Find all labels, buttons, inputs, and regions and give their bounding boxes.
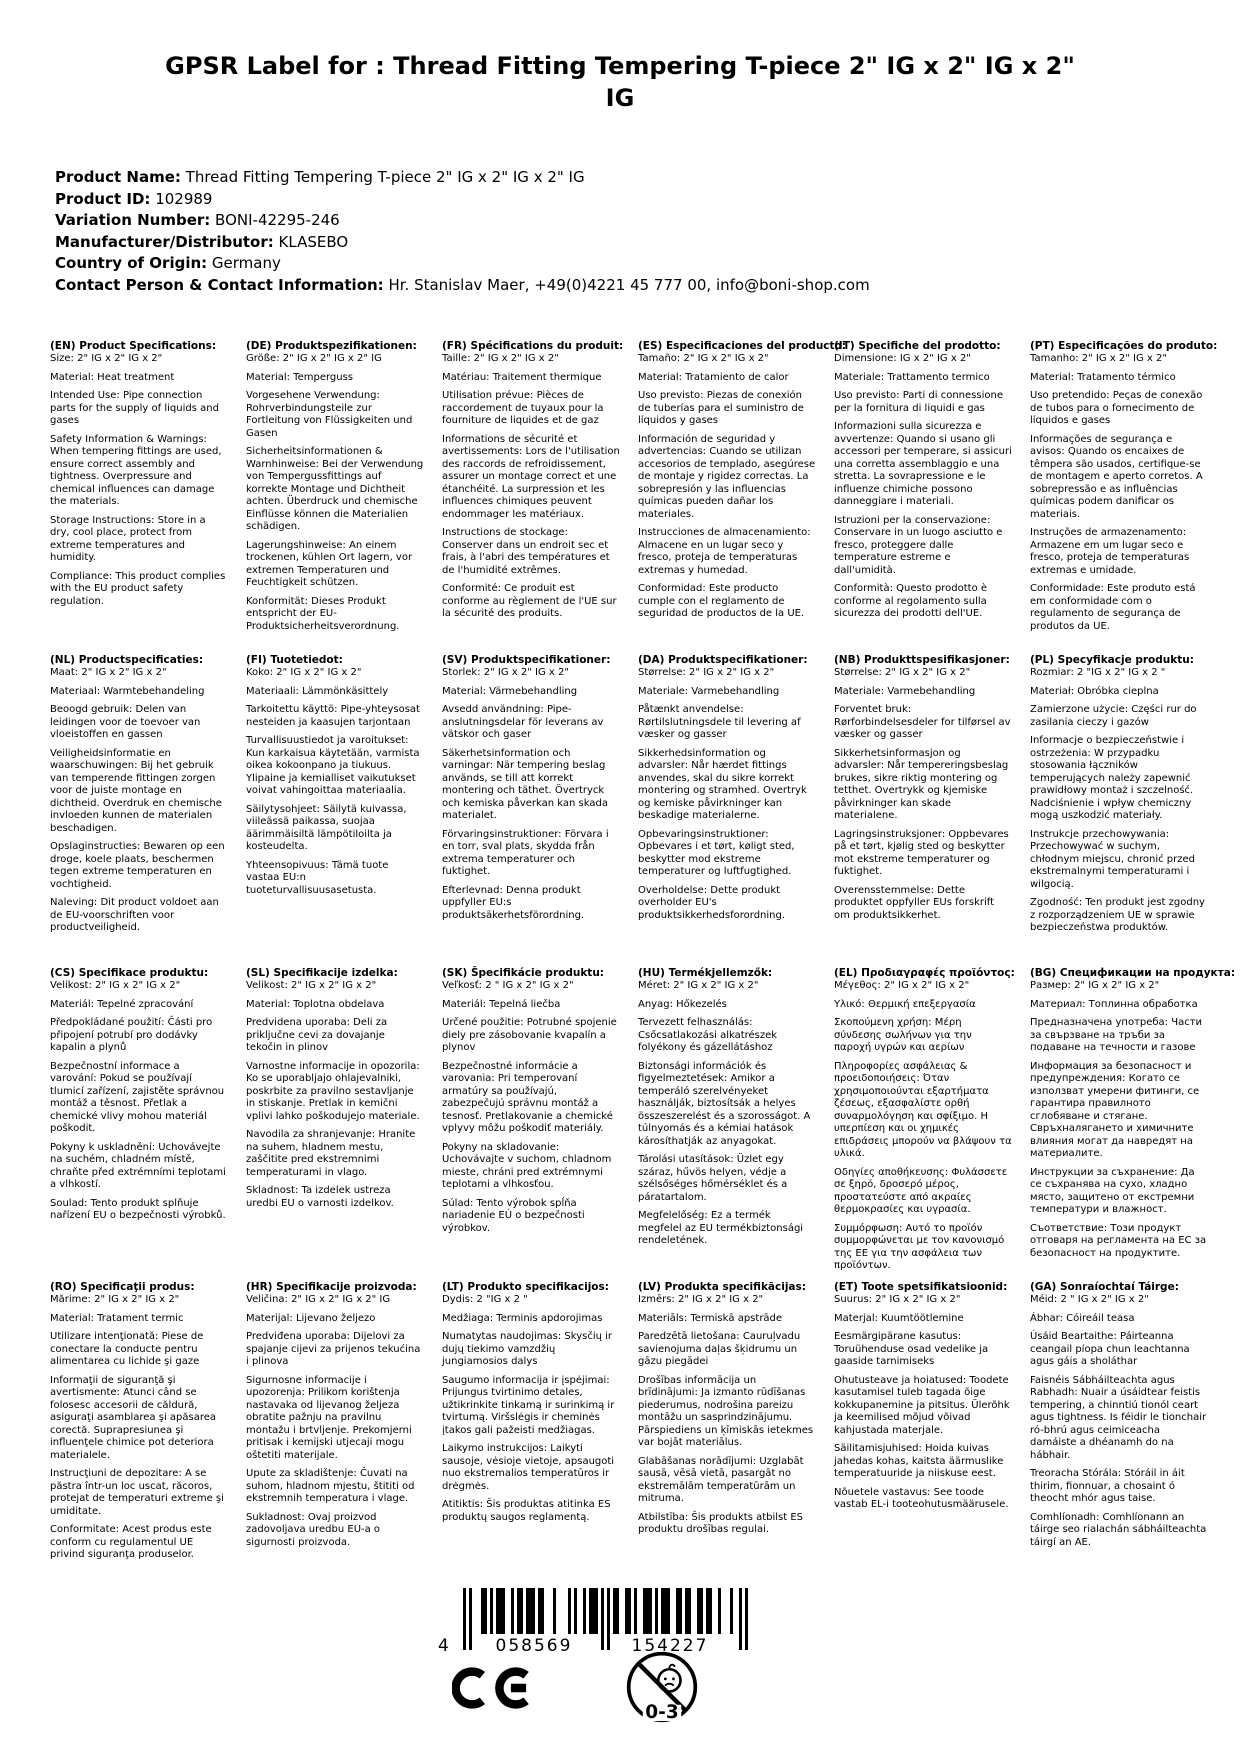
spec-paragraph: Méret: 2" IG x 2" IG x 2": [638, 980, 759, 992]
spec-paragraph: Beoogd gebruik: Delen van leidingen voor de toevoer van vloeistoffen en gassen: [50, 704, 201, 741]
spec-paragraph: Materijal: Lijevano željezo: [246, 1312, 376, 1324]
spec-paragraph: Skladnost: Ta izdelek ustreza uredbi EU o varnosti izdelkov.: [246, 1185, 394, 1209]
spec-paragraph: Conformità: Questo prodotto è conforme al regolamento sulla sicurezza dei prodotti dell'UE.: [834, 583, 988, 620]
spec-paragraph: Πληροφορίες ασφάλειας & προειδοποιήσεις: Όταν χρησιμοποιούνται εξαρτήματα ζέσεως, εξασφαλίστε ορθή συναρμολόγηση και σφίξιμο. Η υπερπίεση και οι χημικές επιδράσεις μπορούν να βλάψουν τα υλικά.: [834, 1060, 1012, 1160]
spec-paragraph: Laikymo instrukcijos: Laikyti sausoje, vėsioje vietoje, apsaugoti nuo ekstremalios temperatūros ir drėgmės.: [442, 1443, 615, 1492]
language-block-et: [834, 1281, 1030, 1568]
spec-paragraph: Ohutusteave ja hoiatused: Toodete kasutamisel tuleb tagada õige kokkupanemine ja pitsitus. Ülerõhk ja keemilised mõjud võivad kahjustada materjale.: [834, 1374, 1010, 1436]
spec-paragraph: Tárolási utasítások: Üzlet egy száraz, hűvös helyen, védje a szélsőséges hőmérséklet és a páratartalom.: [638, 1154, 788, 1203]
language-heading: (ES) Especificaciones del producto:: [638, 340, 846, 352]
spec-paragraph: Súlad: Tento výrobok spĺňa nariadenie EÚ o bezpečnosti výrobkov.: [442, 1197, 585, 1234]
language-heading: (NB) Produkttspesifikasjoner:: [834, 654, 1010, 666]
language-block-en: [50, 340, 246, 654]
product-info-row: [55, 253, 1155, 275]
language-heading: (FI) Tuotetiedot:: [246, 654, 343, 666]
spec-paragraph: Bezpečnostné informácie a varovania: Pri temperovaní armatúry sa používajú, zabezpečujú správnu montáž a tesnosť. Pretlakovanie a chemické vplyvy môžu poškodiť materiály.: [442, 1060, 613, 1135]
product-info-row: [55, 232, 1155, 254]
spec-paragraph: Tamaño: 2" IG x 2" IG x 2": [638, 353, 769, 365]
page-title: GPSR Label for : Thread Fitting Tempering T-piece 2" IG x 2" IG x 2" IG: [165, 52, 1075, 113]
language-heading: (LT) Produkto specifikacijos:: [442, 1281, 609, 1293]
spec-paragraph: Materiaali: Lämmönkäsittely: [246, 685, 389, 697]
spec-paragraph: Eesmärgipärane kasutus: Toruühenduse osad vedelike ja gaaside tarnimiseks: [834, 1331, 989, 1368]
language-block-pt: [1030, 340, 1226, 654]
spec-paragraph: Utilisation prévue: Pièces de raccordement de tuyaux pour la fourniture de liquides et de gaz: [442, 390, 604, 427]
spec-paragraph: Materiał: Obróbka cieplna: [1030, 685, 1159, 697]
spec-paragraph: Säilytysohjeet: Säilytä kuivassa, viileässä paikassa, suojaa äärimmäisiltä lämpötiloilta ja kosteudelta.: [246, 803, 407, 853]
spec-paragraph: Pokyny na skladovanie: Uchovávajte v suchom, chladnom mieste, chráni pred extrémnymi teplotami a vlhkosťou.: [442, 1141, 612, 1191]
age-warning-icon: [625, 1650, 699, 1724]
language-block-sv: [442, 654, 638, 967]
spec-paragraph: Информация за безопасност и предупреждения: Когато се използват умерени фитинги, се гарантира правилното сглобяване и стягане. Свръхналягането и химичните влияния могат да навредят на материалите.: [1030, 1060, 1200, 1160]
spec-paragraph: Turvallisuustiedot ja varoitukset: Kun karkaisua käytetään, varmista oikea kokoonpano ja tiukuus. Ylipaine ja kemialliset vaikutukset voivat vahingoittaa materiaalia.: [246, 735, 420, 797]
language-block-es: [638, 340, 846, 654]
field-value: Thread Fitting Tempering T-piece 2" IG x 2" IG x 2" IG: [185, 168, 585, 186]
spec-paragraph: Sicherheitsinformationen & Warnhinweise: Bei der Verwendung von Tempergussfittings auf korrekte Montage und Dichtheit achten. Überdruck und chemische Einflüsse können die Materialien schädigen.: [246, 446, 424, 533]
spec-paragraph: Conformidade: Este produto está em conformidade com o regulamento de segurança de produtos da UE.: [1030, 583, 1196, 632]
spec-paragraph: Συμμόρφωση: Αυτό το προϊόν συμμορφώνεται με τον κανονισμό της ΕΕ για την ασφάλεια των προϊόντων.: [834, 1222, 1005, 1272]
spec-paragraph: Material: Heat treatment: [50, 371, 175, 383]
spec-paragraph: Instruções de armazenamento: Armazene em um lugar seco e fresco, proteja de temperaturas extremas e umidade.: [1030, 527, 1190, 576]
spec-paragraph: Materiál: Tepelné zpracování: [50, 998, 194, 1010]
spec-paragraph: Maat: 2" IG x 2" IG x 2": [50, 667, 167, 679]
language-block-sk: [442, 967, 638, 1281]
language-block-fi: [246, 654, 442, 967]
language-heading: (FR) Spécifications du produit:: [442, 340, 624, 352]
spec-paragraph: Conformité: Ce produit est conforme au règlement de l'UE sur la sécurité des produits.: [442, 583, 617, 620]
spec-paragraph: Instrukcje przechowywania: Przechowywać w suchym, chłodnym miejscu, chronić przed ekstremalnymi temperaturami i wilgocią.: [1030, 828, 1196, 890]
language-heading: (RO) Specificaţii produs:: [50, 1281, 195, 1293]
language-block-hr: [246, 1281, 442, 1568]
field-value: 102989: [155, 189, 213, 208]
spec-paragraph: Avsedd användning: Pipe-anslutningsdelar för leverans av vätskor och gaser: [442, 704, 604, 741]
spec-paragraph: Съответствие: Този продукт отговаря на регламента на ЕС за безопасност на продуктите.: [1030, 1222, 1207, 1259]
spec-paragraph: Οδηγίες αποθήκευσης: Φυλάσσετε σε ξηρό, δροσερό μέρος, προστατεύστε από ακραίες θερμοκρασίες και υγρασία.: [834, 1166, 1008, 1216]
spec-paragraph: Materiale: Varmebehandling: [638, 685, 780, 697]
spec-paragraph: Material: Tratamiento de calor: [638, 371, 789, 383]
language-block-de: [246, 340, 442, 654]
spec-paragraph: Materiál: Tepelná liečba: [442, 998, 561, 1010]
spec-paragraph: Drošības informācija un brīdinājumi: Ja izmanto rūdīšanas piederumus, nodrošina pareizu montāžu un sasprindzinājumu. Pārspiediens un ķīmiskās ietekmes var bojāt materiālus.: [638, 1374, 814, 1449]
age-warning-label: 0-3: [645, 1702, 679, 1724]
spec-paragraph: Intended Use: Pipe connection parts for the supply of liquids and gases: [50, 390, 219, 427]
field-value: BONI-42295-246: [215, 211, 340, 229]
spec-paragraph: Izmērs: 2" IG x 2" IG x 2": [638, 1294, 764, 1306]
spec-paragraph: Tamanho: 2" IG x 2" IG x 2": [1030, 353, 1167, 365]
spec-paragraph: Matériau: Traitement thermique: [442, 371, 602, 383]
spec-paragraph: Dydis: 2 "IG x 2 ": [442, 1294, 528, 1306]
spec-paragraph: Anyag: Hőkezelés: [638, 998, 727, 1010]
spec-paragraph: Säkerhetsinformation och varningar: När tempering beslag används, se till att korrekt montering och täthet. Övertryck och kemiska påverkan kan skada materialet.: [442, 747, 608, 822]
spec-paragraph: Numatytas naudojimas: Skysčių ir dujų tiekimo vamzdžių jungiamosios dalys: [442, 1331, 613, 1368]
spec-paragraph: Предназначена употреба: Части за свързване на тръби за подаване на течности и газове: [1030, 1017, 1203, 1054]
spec-paragraph: Efterlevnad: Denna produkt uppfyller EU:s produktsäkerhetsförordning.: [442, 884, 585, 921]
spec-paragraph: Uso pretendido: Peças de conexão de tubos para o fornecimento de líquidos e gases: [1030, 390, 1203, 427]
spec-paragraph: Informacje o bezpieczeństwie i ostrzeżenia: W przypadku stosowania łączników temperujących należy zapewnić prawidłowy montaż i szczelność. Nadciśnienie i wpływ chemiczny mogą uszkodzić materiały.: [1030, 735, 1194, 822]
spec-paragraph: Rozmiar: 2 "IG x 2" IG x 2 ": [1030, 667, 1166, 679]
spec-paragraph: Taille: 2" IG x 2" IG x 2": [442, 353, 559, 365]
spec-paragraph: Pokyny k uskladnění: Uchovávejte na suchém, chladném místě, chraňte před extrémními teplotami a vlhkostí.: [50, 1141, 226, 1191]
spec-paragraph: Dimensione: IG x 2" IG x 2": [834, 353, 971, 365]
field-label: Product Name:: [55, 168, 181, 186]
spec-paragraph: Opslaginstructies: Bewaren op een droge, koele plaats, beschermen tegen extreme temperaturen en vochtigheid.: [50, 841, 225, 890]
field-value: Germany: [211, 254, 281, 272]
language-block-da: [638, 654, 834, 967]
spec-paragraph: Glabāšanas norādījumi: Uzglabāt sausā, vēsā vietā, pasargāt no ekstremālām temperatūrām un mitruma.: [638, 1455, 804, 1505]
spec-paragraph: Materiale: Varmebehandling: [834, 685, 976, 697]
spec-paragraph: Instrucciones de almacenamiento: Almacene en un lugar seco y fresco, proteja de temperaturas extremas y humedad.: [638, 527, 811, 576]
language-heading: (NL) Productspecificaties:: [50, 654, 204, 666]
spec-paragraph: Informaţii de siguranţă şi avertismente: Atunci când se folosesc accesorii de căldură, asiguraţi asamblarea şi apăsarea corectă. Suprapresiunea şi influenţele chimice pot deteriora materialele.: [50, 1374, 217, 1461]
spec-paragraph: Storlek: 2" IG x 2" IG x 2": [442, 667, 569, 679]
spec-paragraph: Uso previsto: Piezas de conexión de tuberías para el suministro de líquidos y gases: [638, 390, 804, 427]
language-heading: (PT) Especificações do produto:: [1030, 340, 1218, 352]
spec-paragraph: Materiaal: Warmtebehandeling: [50, 685, 205, 697]
spec-paragraph: Atbilstība: Šis produkts atbilst ES produktu drošības regulai.: [638, 1511, 804, 1536]
language-heading: (EL) Προδιαγραφές προϊόντος:: [834, 967, 1015, 979]
field-label: Variation Number:: [55, 211, 211, 229]
spec-paragraph: Conformidad: Este producto cumple con el reglamento de seguridad de productos de la UE.: [638, 583, 805, 620]
language-block-lv: [638, 1281, 834, 1568]
spec-paragraph: Información de seguridad y advertencias: Cuando se utilizan accesorios de templado, asegúrese de montaje y rigidez correctas. La sobrepresión y las influencias químicas pueden dañar los materiales.: [638, 433, 816, 520]
spec-paragraph: Saugumo informacija ir įspėjimai: Prijungus tvirtinimo detales, užtikrinkite tinkamą ir surinkimą ir tvirtumą. Viršslėgis ir cheminės įtakos gali pažeisti medžiagas.: [442, 1374, 615, 1436]
spec-paragraph: Faisnéis Sábháilteachta agus Rabhadh: Nuair a úsáidtear feistis tempering, a chinntiú tionól ceart agus tightness. Is féidir le tionchair ró-bhrú agus ceimiceacha damáiste a dhéanamh do na hábhair.: [1030, 1374, 1207, 1461]
spec-paragraph: Veiligheidsinformatie en waarschuwingen: Bij het gebruik van temperende fittingen zorgen voor de juiste montage en dichtheid. Overdruk en chemische invloeden kunnen de materialen beschadigen.: [50, 747, 222, 834]
language-block-bg: [1030, 967, 1236, 1281]
field-label: Manufacturer/Distributor:: [55, 232, 274, 251]
spec-paragraph: Size: 2" IG x 2" IG x 2": [50, 353, 163, 365]
field-label: Product ID:: [55, 189, 151, 208]
product-info-row: [55, 210, 1155, 232]
language-heading: (LV) Produkta specifikācijas:: [638, 1281, 806, 1293]
language-heading: (SK) Špecifikácie produktu:: [442, 967, 605, 979]
language-grid: [50, 340, 1236, 1568]
spec-paragraph: Bezpečnostní informace a varování: Pokud se používají tlumicí zařízení, zajistěte správnou montáž a těsnost. Přetlak a chemické vlivy mohou materiál poškodit.: [50, 1060, 225, 1135]
spec-paragraph: Material: Toplotna obdelava: [246, 998, 385, 1010]
barcode-digit-group1: 058569: [495, 1636, 573, 1656]
product-info-row: [55, 167, 1155, 189]
spec-paragraph: Velikost: 2" IG x 2" IG x 2": [50, 980, 181, 992]
spec-paragraph: Velikost: 2" IG x 2" IG x 2": [246, 980, 377, 992]
spec-paragraph: Upute za skladištenje: Čuvati na suhom, hladnom mjestu, štititi od ekstremnih temperatura i vlage.: [246, 1468, 415, 1505]
spec-paragraph: Material: Tratamento térmico: [1030, 371, 1176, 383]
spec-paragraph: Størrelse: 2" IG x 2" IG x 2": [834, 667, 971, 679]
spec-paragraph: Compliance: This product complies with the EU product safety regulation.: [50, 570, 226, 607]
spec-paragraph: Utilizare intenţionată: Piese de conectare la conducte pentru alimentarea cu lichide şi gaze: [50, 1331, 204, 1368]
spec-paragraph: Predvidena uporaba: Deli za priključne cevi za dovajanje tekočin in plinov: [246, 1017, 388, 1054]
spec-paragraph: Material: Tratament termic: [50, 1312, 184, 1324]
spec-paragraph: Material: Värmebehandling: [442, 685, 578, 697]
spec-paragraph: Konformität: Dieses Produkt entspricht der EU-Produktsicherheitsverordnung.: [246, 595, 400, 632]
spec-paragraph: Navodila za shranjevanje: Hranite na suhem, hladnem mestu, zaščitite pred ekstremnimi temperaturami in vlago.: [246, 1129, 416, 1178]
spec-paragraph: Påtænkt anvendelse: Rørtilslutningsdele til levering af væsker og gasser: [638, 704, 801, 741]
language-block-cs: [50, 967, 246, 1281]
spec-paragraph: Paredzētā lietošana: Cauruļvadu savienojuma daļas šķidrumu un gāzu piegādei: [638, 1331, 801, 1368]
spec-paragraph: Instrucţiuni de depozitare: A se păstra într-un loc uscat, răcoros, protejat de temperaturi extreme şi umiditate.: [50, 1468, 224, 1517]
spec-paragraph: Materjal: Kuumtöötlemine: [834, 1312, 964, 1324]
spec-paragraph: Sikkerhedsinformation og advarsler: Når hærdet fittings anvendes, skal du sikre korrekt montering og stramhed. Overtryk og kemiske påvirkninger kan beskadige materialerne.: [638, 747, 807, 822]
spec-paragraph: Safety Information & Warnings: When tempering fittings are used, ensure correct assembly and tightness. Overpressure and chemical influences can damage the materials.: [50, 433, 222, 508]
spec-paragraph: Materiāls: Termiskā apstrāde: [638, 1312, 783, 1324]
spec-paragraph: Určené použitie: Potrubné spojenie diely pre zásobovanie kvapalín a plynov: [442, 1017, 617, 1054]
field-value: KLASEBO: [278, 232, 349, 251]
spec-paragraph: Informações de segurança e avisos: Quando os encaixes de têmpera são usados, certifique-se de montagem e aperto corretos. A sobrepressão e as influências químicas podem danificar os materiais.: [1030, 433, 1203, 520]
spec-paragraph: Storage Instructions: Store in a dry, cool place, protect from extreme temperatures and humidity.: [50, 514, 206, 564]
spec-paragraph: Uso previsto: Parti di connessione per la fornitura di liquidi e gas: [834, 390, 1003, 414]
language-heading: (CS) Specifikace produktu:: [50, 967, 209, 979]
spec-paragraph: Ábhar: Cóireáil teasa: [1030, 1312, 1135, 1324]
spec-paragraph: Materiale: Trattamento termico: [834, 371, 990, 383]
language-block-sl: [246, 967, 442, 1281]
spec-paragraph: Megfelelőség: Ez a termék megfelel az EU termékbiztonsági rendeletének.: [638, 1210, 804, 1247]
ean13-barcode: [440, 1588, 760, 1654]
spec-paragraph: Размер: 2" IG x 2" IG x 2": [1030, 980, 1160, 992]
spec-paragraph: Vorgesehene Verwendung: Rohrverbindungsteile zur Fortleitung von Flüssigkeiten und Gasen: [246, 390, 413, 439]
spec-paragraph: Säilitamisjuhised: Hoida kuivas jahedas kohas, kaitsta äärmuslike temperatuuride ja niiskuse eest.: [834, 1443, 1004, 1480]
language-heading: (SL) Specifikacije izdelka:: [246, 967, 398, 979]
spec-paragraph: Størrelse: 2" IG x 2" IG x 2": [638, 667, 775, 679]
spec-paragraph: Koko: 2" IG x 2" IG x 2": [246, 667, 362, 679]
spec-paragraph: Инструкции за съхранение: Да се съхранява на сухо, хладно място, защитено от екстремни температури и влажност.: [1030, 1166, 1195, 1216]
language-block-ro: [50, 1281, 246, 1568]
spec-paragraph: Υλικό: Θερμική επεξεργασία: [834, 998, 976, 1010]
spec-paragraph: Veľkosť: 2 " IG x 2" IG x 2": [442, 980, 574, 992]
spec-paragraph: Atitiktis: Šis produktas atitinka ES produktų saugos reglamentą.: [442, 1499, 611, 1523]
language-heading: (HU) Termékjellemzők:: [638, 967, 773, 979]
spec-paragraph: Medžiaga: Terminis apdorojimas: [442, 1312, 603, 1324]
product-info-row: [55, 275, 1155, 297]
spec-paragraph: Lagerungshinweise: An einem trockenen, kühlen Ort lagern, vor extremen Temperaturen und Feuchtigkeit schützen.: [246, 539, 413, 589]
spec-paragraph: Overensstemmelse: Dette produktet oppfyller EUs forskrift om produktsikkerhet.: [834, 884, 995, 921]
spec-paragraph: Suurus: 2" IG x 2" IG x 2": [834, 1294, 961, 1306]
language-block-lt: [442, 1281, 638, 1568]
spec-paragraph: Veličina: 2" IG x 2" IG x 2" IG: [246, 1294, 391, 1306]
language-block-pl: [1030, 654, 1226, 967]
spec-paragraph: Informazioni sulla sicurezza e avvertenze: Quando si usano gli accessori per temperare, si assicuri una corretta assemblaggio e una stretta. La sovrapressione e le influenze chimiche possono danneggiare i materiali.: [834, 421, 1012, 508]
language-heading: (IT) Specifiche del prodotto:: [834, 340, 1001, 352]
language-heading: (BG) Спецификации на продукта:: [1030, 967, 1236, 979]
barcode-digit-left: 4: [438, 1636, 451, 1656]
product-info: [55, 167, 1155, 296]
language-block-nl: [50, 654, 246, 967]
spec-paragraph: Zgodność: Ten produkt jest zgodny z rozporządzeniem UE w sprawie bezpieczeństwa produktów.: [1030, 897, 1205, 934]
spec-paragraph: Opbevaringsinstruktioner: Opbevares i et tørt, køligt sted, beskytter mod ekstreme temperaturer og luftfugtighed.: [638, 828, 795, 878]
spec-paragraph: Treoracha Stórála: Stóráil in áit thirim, fionnuar, a chosaint ó theocht mhór agus taise.: [1030, 1468, 1185, 1505]
spec-paragraph: Tarkoitettu käyttö: Pipe-yhteysosat nesteiden ja kaasujen tarjontaan: [246, 704, 420, 728]
spec-paragraph: Материал: Топлинна обработка: [1030, 998, 1198, 1010]
language-heading: (ET) Toote spetsifikatsioonid:: [834, 1281, 1008, 1293]
language-heading: (DA) Produktspecifikationer:: [638, 654, 808, 666]
spec-paragraph: Sukladnost: Ovaj proizvod zadovoljava uredbu EU-a o sigurnosti proizvoda.: [246, 1511, 381, 1548]
spec-paragraph: Forventet bruk: Rørforbindelsesdeler for tilførsel av væsker og gasser: [834, 704, 1011, 741]
language-block-fr: [442, 340, 638, 654]
spec-paragraph: Naleving: Dit product voldoet aan de EU-voorschriften voor productveiligheid.: [50, 897, 219, 934]
spec-paragraph: Comhlíonadh: Comhlíonann an táirge seo rialachán sábháilteachta táirgí an AE.: [1030, 1511, 1207, 1548]
spec-paragraph: Tervezett felhasználás: Csőcsatlakozási alkatrészek folyékony és gázellátáshoz: [638, 1017, 778, 1054]
spec-paragraph: Predviđena uporaba: Dijelovi za spajanje cijevi za prijenos tekućina i plinova: [246, 1331, 421, 1368]
spec-paragraph: Σκοπούμενη χρήση: Μέρη σύνδεσης σωλήνων για την παροχή υγρών και αερίων: [834, 1017, 972, 1054]
language-heading: (EN) Product Specifications:: [50, 340, 217, 352]
spec-paragraph: Lagringsinstruksjoner: Oppbevares på et tørt, kjølig sted og beskytter mot ekstreme temperaturer og fuktighet.: [834, 828, 1009, 878]
spec-paragraph: Material: Temperguss: [246, 371, 354, 383]
product-info-row: [55, 189, 1155, 211]
field-label: Contact Person & Contact Information:: [55, 275, 384, 294]
language-heading: (HR) Specifikacije proizvoda:: [246, 1281, 417, 1293]
spec-paragraph: Informations de sécurité et avertissements: Lors de l'utilisation des raccords de refroidissement, assurer un montage correct et une étanchéité. La surpression et les influences chimiques peuvent endommager les matériaux.: [442, 433, 620, 520]
language-block-it: [834, 340, 1030, 654]
spec-paragraph: Sigurnosne informacije i upozorenja: Prilikom korištenja nastavaka od lijevanog željeza obratite pažnju na pravilnu montažu i brtvljenje. Prekomjerni pritisak i kemijski utjecaji mogu oštetiti materijale.: [246, 1374, 412, 1461]
spec-paragraph: Méid: 2 " IG x 2" IG x 2": [1030, 1294, 1149, 1306]
spec-paragraph: Mărime: 2" IG x 2" IG x 2": [50, 1294, 180, 1306]
spec-paragraph: Conformitate: Acest produs este conform cu regulamentul UE privind siguranţa produselor.: [50, 1524, 212, 1561]
spec-paragraph: Größe: 2" IG x 2" IG x 2" IG: [246, 353, 382, 365]
spec-paragraph: Úsáid Beartaithe: Páirteanna ceangail píopa chun leachtanna agus gáis a sholáthar: [1030, 1331, 1190, 1368]
field-label: Country of Origin:: [55, 254, 208, 272]
spec-paragraph: Nõuetele vastavus: See toode vastab EL-i tooteohutusmäärusele.: [834, 1486, 1009, 1511]
language-block-ga: [1030, 1281, 1226, 1568]
language-block-nb: [834, 654, 1030, 967]
language-heading: (DE) Produktspezifikationen:: [246, 340, 417, 352]
language-heading: (PL) Specyfikacje produktu:: [1030, 654, 1194, 666]
field-value: Hr. Stanislav Maer, +49(0)4221 45 777 00, info@boni-shop.com: [388, 275, 870, 294]
spec-paragraph: Sikkerhetsinformasjon og advarsler: Når tempereringsbeslag brukes, sikre riktig montering og tetthet. Overtrykk og kjemiske påvirkninger kan skade materialene.: [834, 747, 1009, 822]
spec-paragraph: Yhteensopivuus: Tämä tuote vastaa EU:n tuoteturvallisuusasetusta.: [246, 859, 389, 896]
spec-paragraph: Overholdelse: Dette produkt overholder EU's produktsikkerhedsforordning.: [638, 884, 786, 921]
barcode-digit-group2: 154227: [631, 1636, 709, 1656]
spec-paragraph: Förvaringsinstruktioner: Förvara i en torr, sval plats, skydda från extrema temperaturer och fuktighet.: [442, 828, 609, 878]
language-heading: (GA) Sonraíochtaí Táirge:: [1030, 1281, 1179, 1293]
language-block-el: [834, 967, 1030, 1281]
spec-paragraph: Předpokládané použití: Části pro připojení potrubí pro dodávky kapalin a plynů: [50, 1017, 213, 1054]
language-heading: (SV) Produktspecifikationer:: [442, 654, 611, 666]
spec-paragraph: Varnostne informacije in opozorila: Ko se uporabljajo ohlajevalniki, poskrbite za pravilno sestavljanje in stiskanje. Pretlak in kemični vplivi lahko poškodujejo materiale.: [246, 1060, 420, 1122]
spec-paragraph: Zamierzone użycie: Części rur do zasilania cieczy i gazów: [1030, 704, 1197, 728]
language-block-hu: [638, 967, 834, 1281]
spec-paragraph: Instructions de stockage: Conserver dans un endroit sec et frais, à l'abri des températures et de l'humidité extrêmes.: [442, 527, 610, 576]
spec-paragraph: Μέγεθος: 2" IG x 2" IG x 2": [834, 980, 970, 992]
spec-paragraph: Biztonsági információk és figyelmeztetések: Amikor a temperáló szerelvényeket használják, biztosítsák a helyes összeszerelést és a szorosságot. A túlnyomás és a kémiai hatások károsíthatják az anyagokat.: [638, 1060, 811, 1147]
spec-paragraph: Soulad: Tento produkt splňuje nařízení EU o bezpečnosti výrobků.: [50, 1197, 226, 1222]
spec-paragraph: Istruzioni per la conservazione: Conservare in un luogo asciutto e fresco, proteggere dalle temperature estreme e dall'umidità.: [834, 514, 1003, 576]
ce-mark-icon: [452, 1663, 534, 1713]
